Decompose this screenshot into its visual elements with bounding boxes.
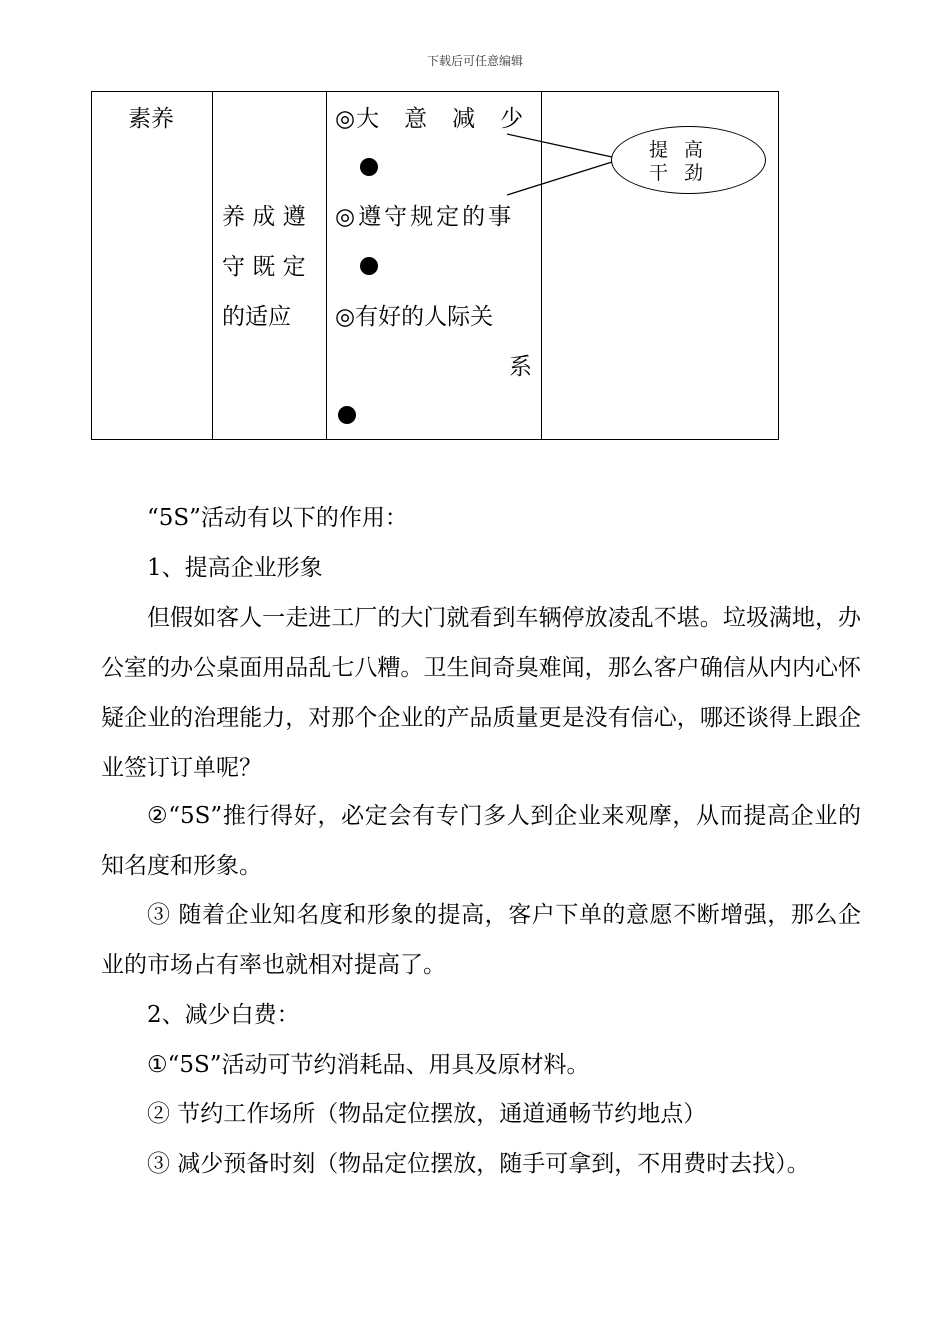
page-header: 下载后可任意编辑: [426, 54, 523, 68]
section-heading: 2、减少白费：: [147, 1002, 300, 1028]
callout-ellipse: [611, 126, 766, 194]
paragraph: ③ 随着企业知名度和形象的提高，客户下单的意愿不断增强，那么企业的市场占有率也就相对提高了。: [101, 902, 861, 978]
paragraph: ③ 减少预备时刻（物品定位摆放，随手可拿到，不用费时去找）。: [147, 1151, 810, 1177]
description-line: 守 既 定: [222, 254, 306, 280]
paragraph: ②“5S”推行得好，必定会有专门多人到企业来观摩，从而提高企业的知名度和形象。: [101, 803, 861, 879]
effect-line: ◎有好的人际关: [335, 304, 494, 330]
effect-line: ◎大 意 减 少: [335, 106, 525, 132]
effect-line: 系: [509, 354, 532, 380]
callout-label: 提 高 干 劲: [649, 139, 709, 184]
effect-line: ◎遵守规定的事: [335, 204, 515, 230]
paragraph: “5S”活动有以下的作用：: [147, 505, 408, 531]
paragraph: ①“5S”活动可节约消耗品、用具及原材料。: [147, 1052, 590, 1078]
section-heading: 1、提高企业形象: [147, 555, 323, 581]
paragraph: ② 节约工作场所（物品定位摆放，通道通畅节约地点）: [147, 1101, 707, 1127]
table: [91, 91, 779, 440]
paragraph: 但假如客人一走进工厂的大门就看到车辆停放凌乱不堪。垃圾满地，办公室的办公桌面用品乱七八糟。卫生间奇臭难闻，那么客户确信从内内心怀疑企业的治理能力，对那个企业的产品质量更是没有信心，哪还谈得上跟企业签订订单呢？: [101, 605, 861, 781]
category-cell: 素养: [128, 106, 174, 132]
description-line: 的适应: [222, 304, 291, 330]
description-line: 养 成 遵: [222, 204, 306, 230]
